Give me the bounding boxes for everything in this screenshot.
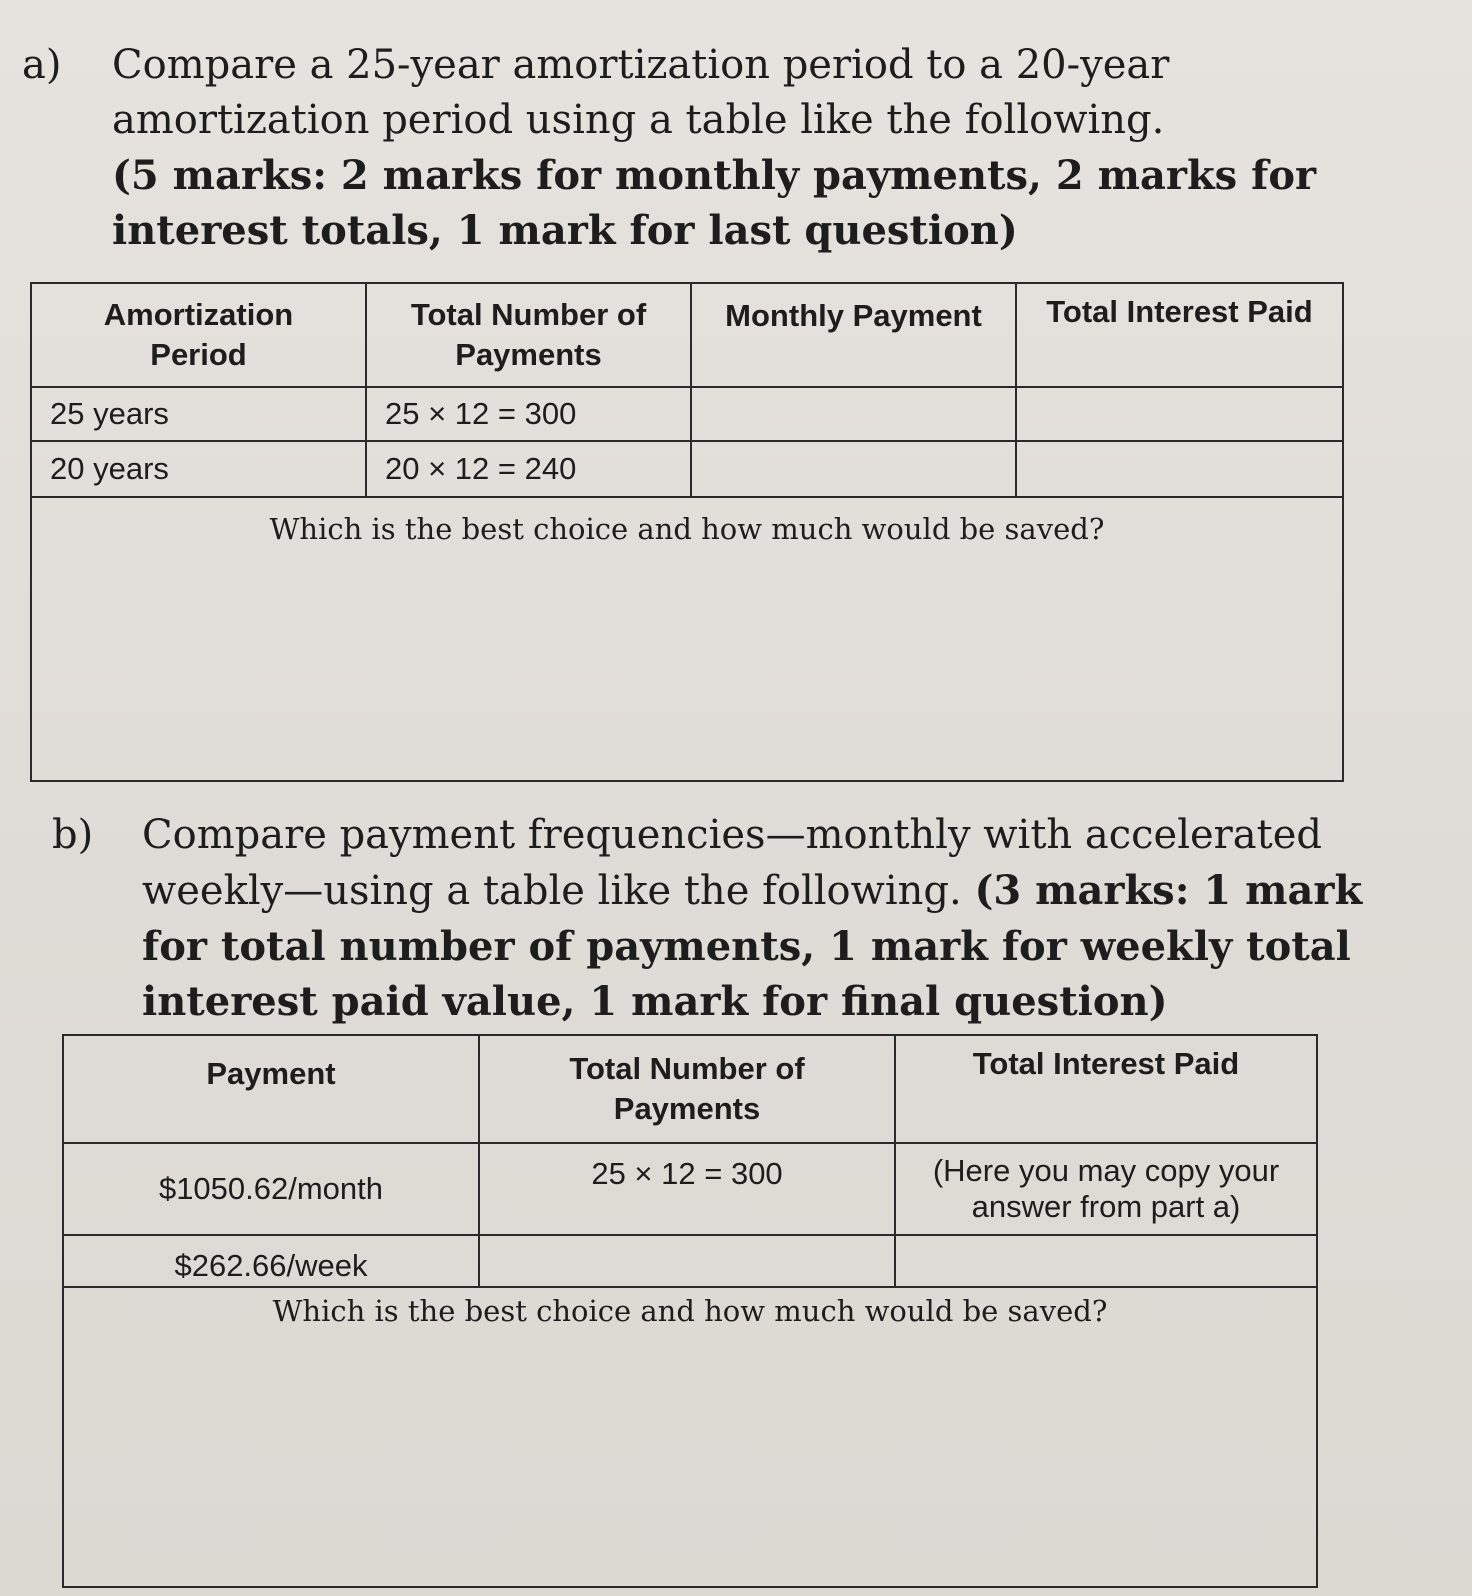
table-row xyxy=(63,1235,1317,1287)
question-b-line-2 xyxy=(142,863,1362,919)
table-row xyxy=(31,387,1343,441)
table-a xyxy=(30,282,1344,782)
question-a-text xyxy=(112,38,1316,258)
question-a-line-2: amortization period using a table like the following. xyxy=(112,97,1165,143)
table-a-header-monthly-payment: Monthly Payment xyxy=(691,283,1016,387)
table-a-row-1-interest[interactable] xyxy=(1016,387,1343,441)
table-b-answer-area[interactable] xyxy=(63,1287,1317,1587)
question-a-line-1: Compare a 25-year amortization period to a 20-year xyxy=(112,42,1170,88)
question-a xyxy=(22,38,1442,263)
table-a-prompt: Which is the best choice and how much would be saved? xyxy=(269,512,1105,546)
question-b-line-2-marks: (3 marks: 1 mark xyxy=(974,867,1363,914)
table-b-row-1-interest-note: (Here you may copy your answer from part a) xyxy=(932,1153,1280,1224)
table-row xyxy=(63,1143,1317,1235)
question-b-line-2-text: weekly—using a table like the following. xyxy=(142,868,975,914)
table-a-row-2-payments: 20 × 12 = 240 xyxy=(366,441,691,497)
table-a-row-1-period: 25 years xyxy=(31,387,366,441)
table-b-row-1-interest xyxy=(895,1143,1317,1235)
table-b-header-row xyxy=(63,1035,1317,1143)
question-a-label: a) xyxy=(22,42,62,88)
table-a-row-2-interest[interactable] xyxy=(1016,441,1343,497)
table-a-row-2-monthly[interactable] xyxy=(691,441,1016,497)
question-a-marks-line-2: interest totals, 1 mark for last question) xyxy=(112,207,1018,254)
question-b-marks-line-2: interest paid value, 1 mark for final question) xyxy=(142,978,1168,1025)
table-a-answer-area[interactable] xyxy=(31,497,1343,781)
table-b-answer-row xyxy=(63,1287,1317,1587)
table-b-row-2-payment: $262.66/week xyxy=(63,1235,479,1287)
table-a-row-1-payments: 25 × 12 = 300 xyxy=(366,387,691,441)
table-b-row-1-payments: 25 × 12 = 300 xyxy=(479,1143,895,1235)
question-a-marks-line-1: (5 marks: 2 marks for monthly payments, 2 marks for xyxy=(112,152,1317,199)
table-b-row-2-payments[interactable] xyxy=(479,1235,895,1287)
table-row xyxy=(31,441,1343,497)
table-a-header-total-payments: Total Number of Payments xyxy=(366,283,691,387)
table-a-row-2-period: 20 years xyxy=(31,441,366,497)
table-b-header-payment: Payment xyxy=(63,1035,479,1143)
table-a-row-1-monthly[interactable] xyxy=(691,387,1016,441)
table-b-prompt: Which is the best choice and how much would be saved? xyxy=(272,1294,1108,1328)
table-a-header-period: Amortization Period xyxy=(31,283,366,387)
question-b xyxy=(52,808,1452,1033)
table-b xyxy=(62,1034,1318,1588)
table-b-row-1-payment: $1050.62/month xyxy=(63,1143,479,1235)
table-b-header-total-payments: Total Number of Payments xyxy=(479,1035,895,1143)
table-a-header-total-interest: Total Interest Paid xyxy=(1016,283,1343,387)
table-a-answer-row xyxy=(31,497,1343,781)
question-b-label: b) xyxy=(52,812,94,858)
question-b-line-1: Compare payment frequencies—monthly with accelerated xyxy=(142,812,1322,858)
table-b-row-2-interest[interactable] xyxy=(895,1235,1317,1287)
table-b-header-total-interest: Total Interest Paid xyxy=(895,1035,1317,1143)
question-b-marks-line-1: for total number of payments, 1 mark for weekly total xyxy=(142,923,1351,970)
question-b-text xyxy=(142,808,1362,1029)
table-a-header-row xyxy=(31,283,1343,387)
